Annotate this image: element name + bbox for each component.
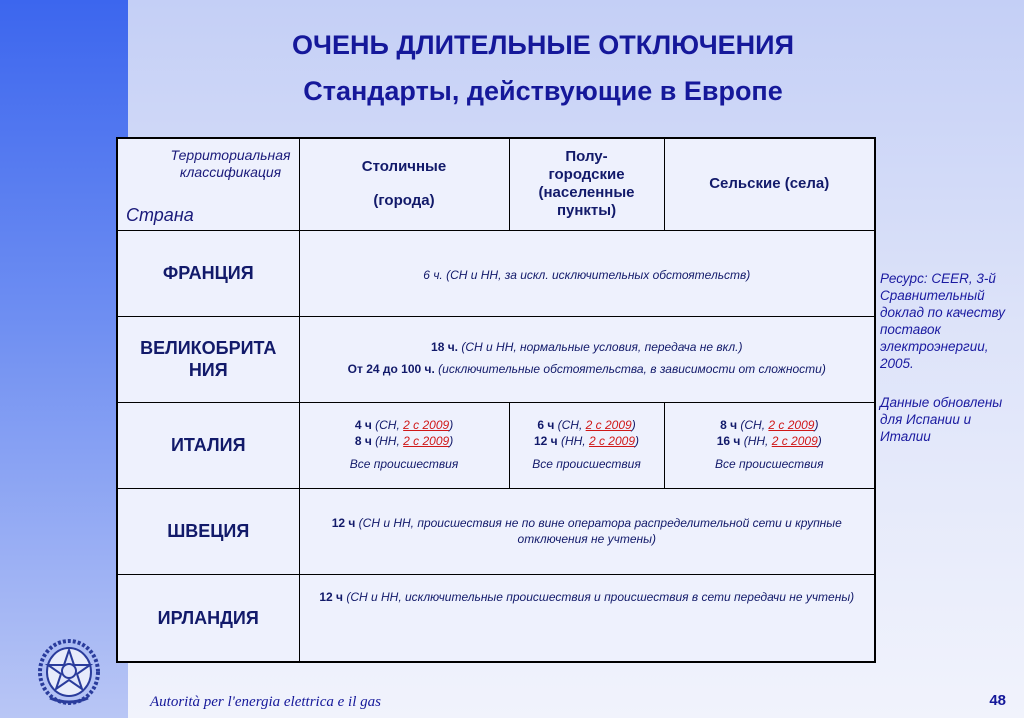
sweden-text: (СН и НН, происшествия не по вине оператора распределительной сети и крупные отключения не учтены) [355, 515, 842, 546]
table-row [117, 574, 875, 662]
italy-red-note: 2 с 2009 [771, 433, 818, 448]
italy-value-text: ) [817, 433, 822, 448]
source-note: Ресурс: CEER, 3-й Сравнительный доклад по качеству поставок электроэнергии, 2005. [880, 271, 1006, 371]
country-ireland: ИРЛАНДИЯ [117, 574, 299, 662]
header-suburban-line: (населенные [538, 184, 635, 202]
header-suburban-line: городские [548, 166, 625, 184]
uk-line2-bold: От 24 до 100 ч. [347, 361, 435, 376]
france-note: 6 ч. (СН и НН, за искл. исключительных обстоятельств) [423, 267, 751, 282]
italy-value-bold: 8 ч [354, 433, 372, 448]
italy-value-text: ) [449, 433, 454, 448]
italy-red-note: 2 с 2009 [585, 417, 632, 432]
italy-value-text: ) [814, 417, 819, 432]
italy-value-bold: 6 ч [537, 417, 555, 432]
page-title: ОЧЕНЬ ДЛИТЕЛЬНЫЕ ОТКЛЮЧЕНИЯ [292, 30, 794, 60]
ireland-bold: 12 ч [319, 589, 343, 604]
country-label: Страна [126, 205, 194, 225]
italy-all-incidents: Все происшествия [715, 456, 824, 471]
classification-line2: классификация [179, 164, 282, 180]
uk-line1-bold: 18 ч. [431, 339, 459, 354]
header-suburban-line: Полу- [565, 148, 608, 166]
page-subtitle: Стандарты, действующие в Европе [303, 76, 783, 106]
france-standard [299, 230, 875, 316]
italy-value-bold: 12 ч [533, 433, 558, 448]
italy-suburban [509, 402, 664, 488]
table-row [117, 230, 875, 316]
country-france: ФРАНЦИЯ [117, 230, 299, 316]
header-suburban [509, 138, 664, 230]
uk-line2-text: (исключительные обстоятельства, в зависимости от сложности) [438, 361, 826, 376]
country-uk [117, 316, 299, 402]
country-sweden: ШВЕЦИЯ [117, 488, 299, 574]
italy-red-note: 2 с 2009 [768, 417, 815, 432]
ireland-standard [299, 574, 875, 662]
italy-value-text: ) [635, 433, 640, 448]
italy-value-text: (НН, [557, 433, 589, 448]
country-uk-line1: ВЕЛИКОБРИТА [140, 338, 277, 358]
sweden-standard [299, 488, 875, 574]
italy-all-incidents: Все происшествия [532, 456, 641, 471]
italy-all-incidents: Все происшествия [349, 456, 459, 471]
left-accent-bar [0, 0, 128, 718]
header-classification [117, 138, 299, 230]
table-row [117, 488, 875, 574]
country-uk-line2: НИЯ [188, 360, 228, 380]
italy-rural [664, 402, 875, 488]
italy-value-text: (СН, [554, 417, 586, 432]
update-note: Данные обновлены для Испании и Италии [880, 395, 1003, 444]
classification-line1: Территориальная [170, 147, 291, 163]
table-row [117, 402, 875, 488]
header-metropolitan-line2: (города) [373, 192, 435, 210]
page-number: 48 [989, 692, 1006, 709]
table-row [117, 316, 875, 402]
table-header-row [117, 138, 875, 230]
uk-line1-text: (СН и НН, нормальные условия, передача не вкл.) [461, 339, 743, 354]
ireland-text: (СН и НН, исключительные происшествия и происшествия в сети передачи не учтены) [342, 589, 855, 604]
italy-value-bold: 4 ч [354, 417, 372, 432]
header-metropolitan [299, 138, 509, 230]
italy-value-bold: 16 ч [716, 433, 741, 448]
italy-metropolitan [299, 402, 509, 488]
italy-value-text: ) [449, 417, 454, 432]
header-metropolitan-line1: Столичные [361, 158, 447, 176]
sweden-bold: 12 ч [331, 515, 356, 530]
italy-red-note: 2 с 2009 [588, 433, 636, 448]
italy-value-text: (НН, [371, 433, 404, 448]
italy-value-text: (НН, [740, 433, 772, 448]
country-italy: ИТАЛИЯ [117, 402, 299, 488]
footer-organization: Autorità per l'energia elettrica e il gas [150, 694, 381, 710]
italy-red-note: 2 с 2009 [403, 433, 450, 448]
header-rural: Сельские (села) [664, 138, 875, 230]
italy-red-note: 2 с 2009 [403, 417, 450, 432]
italy-value-text: (СН, [737, 417, 769, 432]
italy-value-bold: 8 ч [720, 417, 738, 432]
uk-standard [299, 316, 875, 402]
italy-value-text: ) [631, 417, 636, 432]
emblem-icon [36, 636, 102, 708]
standards-table [116, 137, 876, 663]
header-suburban-line: пункты) [556, 202, 617, 220]
italy-value-text: (СН, [371, 417, 404, 432]
